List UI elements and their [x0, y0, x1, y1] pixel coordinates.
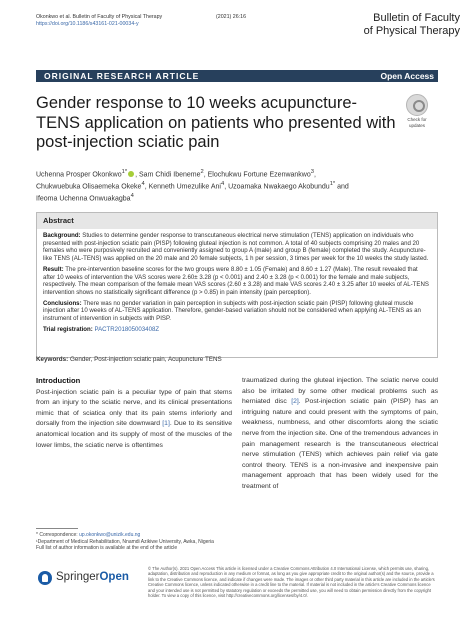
publisher-name-light: Springer [56, 571, 100, 583]
journal-name-line1: Bulletin of Faculty [373, 12, 460, 24]
result-text: The pre-intervention baseline scores for the two groups were 8.80 ± 1.05 (Female) and 8.60 ± 1.27 (Male). The result revealed that after 10 weeks of intervention the VAS scores were 2.60± 3.28 (p < 0.001) and 2.40 ± 3.28 (p < 0.001) for the female and male subjects, respectively. The mean comparison of the female mean VAS scores (2.60 ± 3.28) and male VAS scores 2.40 ± 3.25 after 10 weeks of AL-TENS intervention shows no statistically significant difference (p > 0.85) in pain intensity (pain perception). [43, 265, 429, 296]
running-header [36, 14, 336, 28]
author-separator: and [335, 183, 349, 191]
badge-label-2: updates [408, 123, 425, 128]
orcid-icon[interactable] [128, 171, 134, 177]
author-list [36, 168, 438, 203]
author-affiliation: 4 [141, 180, 145, 187]
abstract-trial [43, 326, 431, 334]
springer-horse-icon [38, 571, 52, 585]
footnote-rule [36, 528, 78, 529]
springer-open-logo [38, 570, 148, 586]
affiliation: ¹Department of Medical Rehabilitation, Nnamdi Azikiwe University, Awka, Nigeria [36, 538, 214, 545]
open-access-label: Open Access [380, 71, 434, 81]
result-label: Result: [43, 265, 64, 273]
intro-text: . Due to its sensitive anatomical location and its supply of most of the muscles of the lower limbs, the sciatic nerve is oftentimes [36, 420, 232, 449]
author-name[interactable]: , Uzoamaka Nwakaego Akobundu [224, 183, 330, 191]
doi-link[interactable]: https://doi.org/10.1186/s43161-021-00034-y [36, 21, 139, 27]
article-type-label: ORIGINAL RESEARCH ARTICLE [44, 71, 200, 81]
author-name[interactable]: , Sam Chidi Ibeneme [135, 171, 201, 179]
citation-line: Okonkwo et al. Bulletin of Faculty of Physical Therapy [36, 14, 163, 20]
check-for-updates-badge[interactable] [400, 94, 434, 128]
background-text: Studies to determine gender response to transcutaneous electrical nerve stimulation (TENS) application on individuals who presented with post-injection sciatic pain (PISP) following gluteal injection is not common. A total of 40 subjects comprising 20 males and 20 females who were purposively recruited and conveniently assigned to group A (male) and group B (female) completed the study. Acupuncture-like TENS (AL-TENS) was applied on the 20 male and 20 female subjects, 1 h per session, 3 times per week for the 10 weeks the study lasted. [43, 232, 429, 263]
author-affiliation: 3 [310, 169, 314, 175]
check-updates-icon [406, 94, 428, 116]
author-name[interactable]: Chukwuebuka Olisaemeka Okeke [36, 183, 142, 191]
intro-text: Post-injection sciatic pain is a peculiar type of pain that stems from an injury to the sciatic nerve, and its clinical presentations mimic that of sciatica only that its pain stems inferiorly and dorsally from the injection site downward [36, 388, 232, 428]
abstract-heading: Abstract [37, 213, 437, 229]
article-title: Gender response to 10 weeks acupuncture-TENS application on patients who presented with post-injection sciatic pain [36, 94, 396, 151]
keywords [36, 356, 438, 364]
body-column-right [242, 376, 438, 493]
correspondence [36, 532, 234, 539]
author-info-note: Full list of author information is available at the end of the article [36, 545, 178, 552]
author-affiliation: 2 [200, 169, 204, 175]
author-affiliation: 4 [220, 180, 225, 187]
badge-label-1: Check for [407, 117, 427, 122]
author-affiliation: 1* [121, 169, 128, 175]
abstract-result [43, 266, 431, 297]
footnotes [36, 532, 234, 552]
intro-text: . Post-injection sciatic pain (PISP) has an intriguing nature and could present with the symptoms of pain, weakness, numbness, and other discomforts along the sciatic nerve from the injection site. One of the tremendous advances in pain management research is the transcutaneous electrical nerve stimulation (TENS) which achieves pain relief via gate control theory. TENS is a non-invasive and inexpensive pain management approach that has been widely used for the treatment of [242, 398, 438, 490]
abstract-background [43, 232, 431, 263]
author-separator: , [314, 171, 316, 179]
body-column-left [36, 376, 232, 451]
correspondence-label: * Correspondence: [36, 532, 80, 538]
journal-name-line2: of Physical Therapy [363, 25, 460, 37]
citation-link[interactable]: [2] [291, 398, 299, 406]
trial-label: Trial registration: [43, 325, 93, 333]
keywords-text: Gender, Post-injection sciatic pain, Acupuncture TENS [68, 356, 222, 363]
citation-link[interactable]: [1] [162, 420, 170, 428]
author-name[interactable]: Ifeoma Uchenna Onwuakagba [36, 194, 131, 202]
intro-text: traumatized during the gluteal injection. The sciatic nerve could also be irritated by some other medical problems such as herniated disc [242, 377, 438, 406]
abstract-conclusion [43, 300, 431, 323]
publisher-name [56, 571, 129, 583]
abstract-box [36, 212, 438, 358]
volume-year: (2021) 26:16 [216, 14, 247, 20]
conclusion-text: There was no gender variation in pain perception in subjects with post-injection sciatic pain (PISP) following gluteal muscle injection after 10 weeks of AL-TENS application. Therefore, gender-based variation should not be considered when applying AL-TENS as an instrument of intervention in subjects with PISP. [43, 299, 421, 323]
author-affiliation: 1* [329, 180, 336, 187]
license-text: © The Author(s). 2021 Open Access This article is licensed under a Creative Commons Attribution 4.0 International License, which permits use, sharing, adaptation, distribution and reproduction in any medium or format, as long as you give appropriate credit to the original author(s) and the source, provide a link to the Creative Commons licence, and indicate if changes were made. The images or other third party material in this article are included in the article's Creative Commons licence, unless indicated otherwise in a credit line to the material. If material is not included in the article's Creative Commons licence and your intended use is not permitted by statutory regulation or exceeds the permitted use, you will need to obtain permission directly from the copyright holder. To view a copy of this licence, visit http://creativecommons.org/licenses/by/4.0/. [148, 566, 435, 599]
keywords-label: Keywords: [36, 356, 69, 363]
abstract-body [37, 229, 437, 333]
publisher-name-bold: Open [99, 571, 129, 583]
author-name[interactable]: , Elochukwu Fortune Ezenwankwo [203, 171, 311, 179]
journal-name [330, 12, 460, 38]
conclusion-label: Conclusions: [43, 299, 82, 307]
email-link[interactable]: up.okonkwo@unizik.edu.ng [79, 532, 141, 538]
author-name[interactable]: , Kenneth Umezulike Ani [144, 183, 221, 191]
author-name[interactable]: Uchenna Prosper Okonkwo [36, 171, 122, 179]
trial-registration-link[interactable]: PACTR201805003408Z [92, 325, 160, 333]
background-label: Background: [43, 232, 81, 239]
author-affiliation: 4 [130, 192, 134, 199]
introduction-heading: Introduction [36, 376, 81, 385]
